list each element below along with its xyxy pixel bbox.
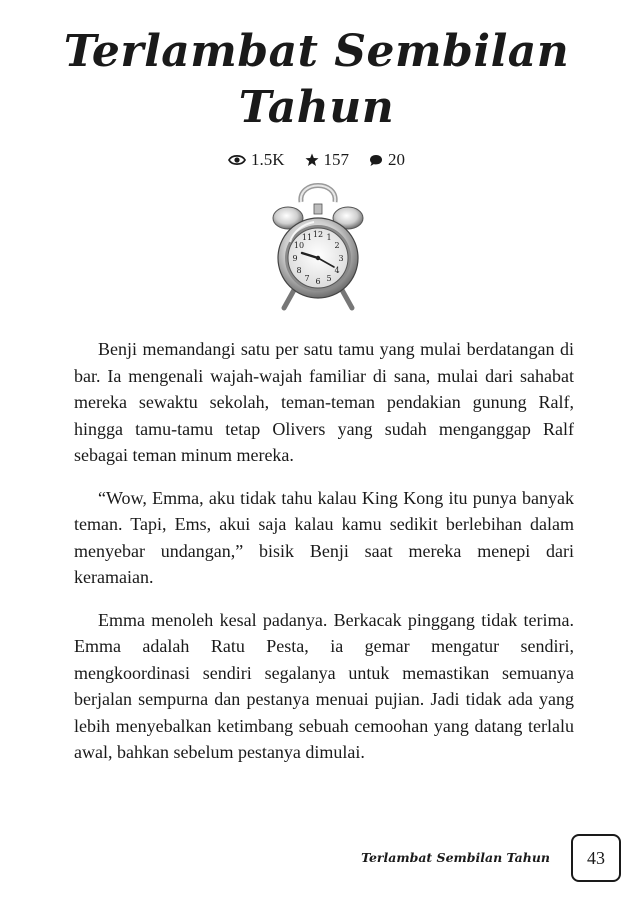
story-stats bbox=[0, 148, 633, 172]
svg-text:1: 1 bbox=[326, 233, 332, 242]
alarm-clock-icon bbox=[268, 172, 368, 314]
views-count: 1.5K bbox=[250, 150, 285, 169]
paragraph-1: Benji memandangi satu per satu tamu yang mulai berdatangan di bar. Ia mengenali wajah-wajah familiar di sana, mulai dari sahabat mereka sewaktu sekolah, teman-teman pendakian gunung Ralf, hingga tamu-tamu tetap Olivers yang sudah menganggap Ralf sebagai teman minum mereka. bbox=[74, 339, 574, 465]
svg-text:10: 10 bbox=[293, 241, 305, 250]
stars-stat bbox=[305, 148, 350, 172]
svg-text:3: 3 bbox=[338, 254, 344, 263]
svg-text:5: 5 bbox=[326, 274, 332, 283]
paragraph-3: Emma menoleh kesal padanya. Berkacak pinggang tidak terima. Emma adalah Ratu Pesta, ia gemar mengatur sendiri, mengkoordinasi sendiri segalanya untuk memastikan semuanya berjalan sempurna dan pestanya menuai pujian. Jadi tidak ada yang lebih menyebalkan ketimbang sebuah cemoohan yang datang terlalu awal, bahkan sebelum pestanya dimulai. bbox=[74, 609, 574, 762]
comments-count: 20 bbox=[388, 150, 406, 169]
stars-count: 157 bbox=[323, 150, 350, 169]
comments-stat bbox=[369, 148, 405, 172]
chapter-title-line-1: Terlambat Sembilan bbox=[63, 26, 570, 77]
star-icon bbox=[305, 153, 319, 167]
svg-text:2: 2 bbox=[334, 241, 340, 250]
comment-icon bbox=[369, 154, 383, 167]
page-number-label: 43 bbox=[587, 847, 605, 868]
running-title: Terlambat Sembilan Tahun bbox=[361, 850, 550, 865]
svg-text:8: 8 bbox=[296, 266, 302, 275]
chapter-title-line-2: Tahun bbox=[238, 82, 395, 133]
svg-text:12: 12 bbox=[312, 230, 324, 239]
views-stat bbox=[228, 148, 285, 172]
svg-text:7: 7 bbox=[304, 274, 310, 283]
chapter-title bbox=[0, 24, 633, 136]
svg-text:6: 6 bbox=[315, 277, 321, 286]
svg-text:9: 9 bbox=[292, 254, 298, 263]
svg-text:11: 11 bbox=[301, 233, 313, 242]
svg-text:4: 4 bbox=[334, 266, 340, 275]
eye-icon bbox=[228, 154, 246, 166]
page-number bbox=[571, 834, 621, 882]
paragraph-2: “Wow, Emma, aku tidak tahu kalau King Kong itu punya banyak teman. Tapi, Ems, akui saja kalau kamu sedikit berlebihan dalam menyebar undangan,” bisik Benji saat mereka menepi dari keramaian. bbox=[74, 487, 574, 587]
story-body bbox=[74, 336, 574, 782]
